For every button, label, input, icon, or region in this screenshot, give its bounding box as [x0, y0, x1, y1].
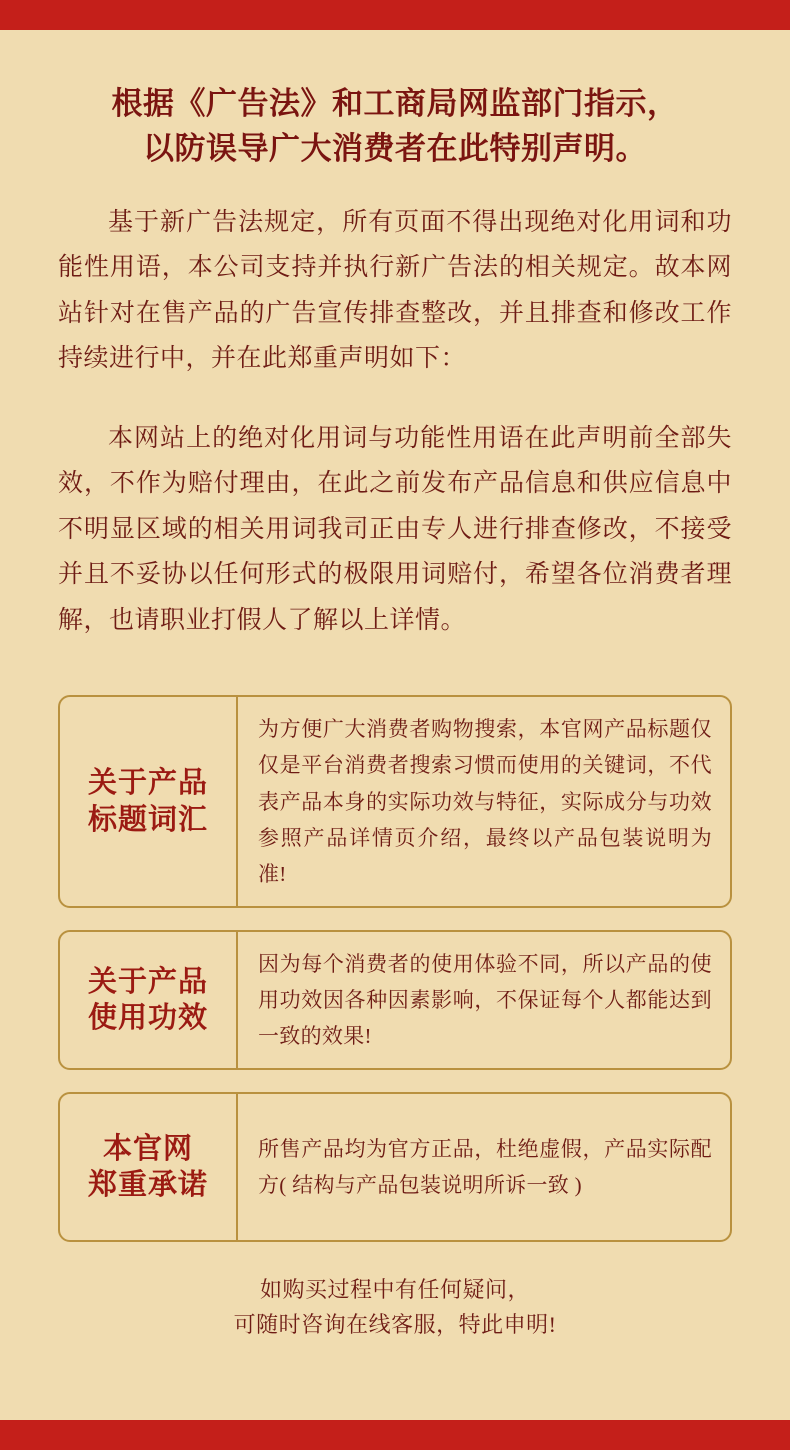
page-title: [58, 30, 732, 172]
footer-note: [58, 1272, 732, 1342]
card-1-body: 为方便广大消费者购物搜索，本官网产品标题仅仅是平台消费者搜索习惯而使用的关键词，不代表产品本身的实际功效与特征，实际成分与功效参照产品详情页介绍，最终以产品包装说明为准!: [258, 717, 712, 886]
statement-card-list: [58, 695, 732, 1242]
card-2-body: 因为每个消费者的使用体验不同，所以产品的使用功效因各种因素影响，不保证每个人都能达到一致的效果!: [258, 951, 712, 1049]
card-1-heading-line-1: 关于产品: [87, 767, 208, 800]
statement-paragraph-1: 基于新广告法规定，所有页面不得出现绝对化用词和功能性用语，本公司支持并执行新广告法的相关规定。故本网站针对在售产品的广告宣传排查整改，并且排查和修改工作持续进行中，并在此郑重声明如下：: [58, 208, 732, 373]
page-title-line-2: 以防误导广大消费者在此特别声明。: [143, 130, 647, 166]
footer-line-2: 可随时咨询在线客服，特此申明!: [233, 1312, 557, 1338]
card-2-heading-line-1: 关于产品: [87, 965, 208, 998]
card-product-title-terms: [58, 695, 732, 908]
card-2-heading-line-2: 使用功效: [87, 1002, 208, 1035]
card-1-heading-line-2: 标题词汇: [87, 803, 208, 836]
card-3-body: 所售产品均为官方正品，杜绝虚假，产品实际配方( 结构与产品包装说明所诉一致 ): [258, 1137, 712, 1198]
footer-line-1: 如购买过程中有任何疑问，: [259, 1277, 530, 1303]
page-title-line-1: 根据《广告法》和工商局网监部门指示，: [111, 86, 679, 121]
statement-panel: [0, 30, 790, 1420]
statement-paragraph-2: 本网站上的绝对化用词与功能性用语在此声明前全部失效，不作为赔付理由，在此之前发布产品信息和供应信息中不明显区域的相关用词我司正由专人进行排查修改，不接受并且不妥协以任何形式的极限用词赔付，希望各位消费者理解，也请职业打假人了解以上详情。: [58, 424, 732, 634]
card-3-heading-line-2: 郑重承诺: [87, 1169, 208, 1202]
card-official-promise: [58, 1092, 732, 1242]
card-product-efficacy: [58, 930, 732, 1070]
card-3-heading: [60, 1094, 238, 1240]
card-1-heading: [60, 697, 238, 906]
card-2-heading: [60, 932, 238, 1068]
card-3-heading-line-1: 本官网: [102, 1133, 193, 1165]
